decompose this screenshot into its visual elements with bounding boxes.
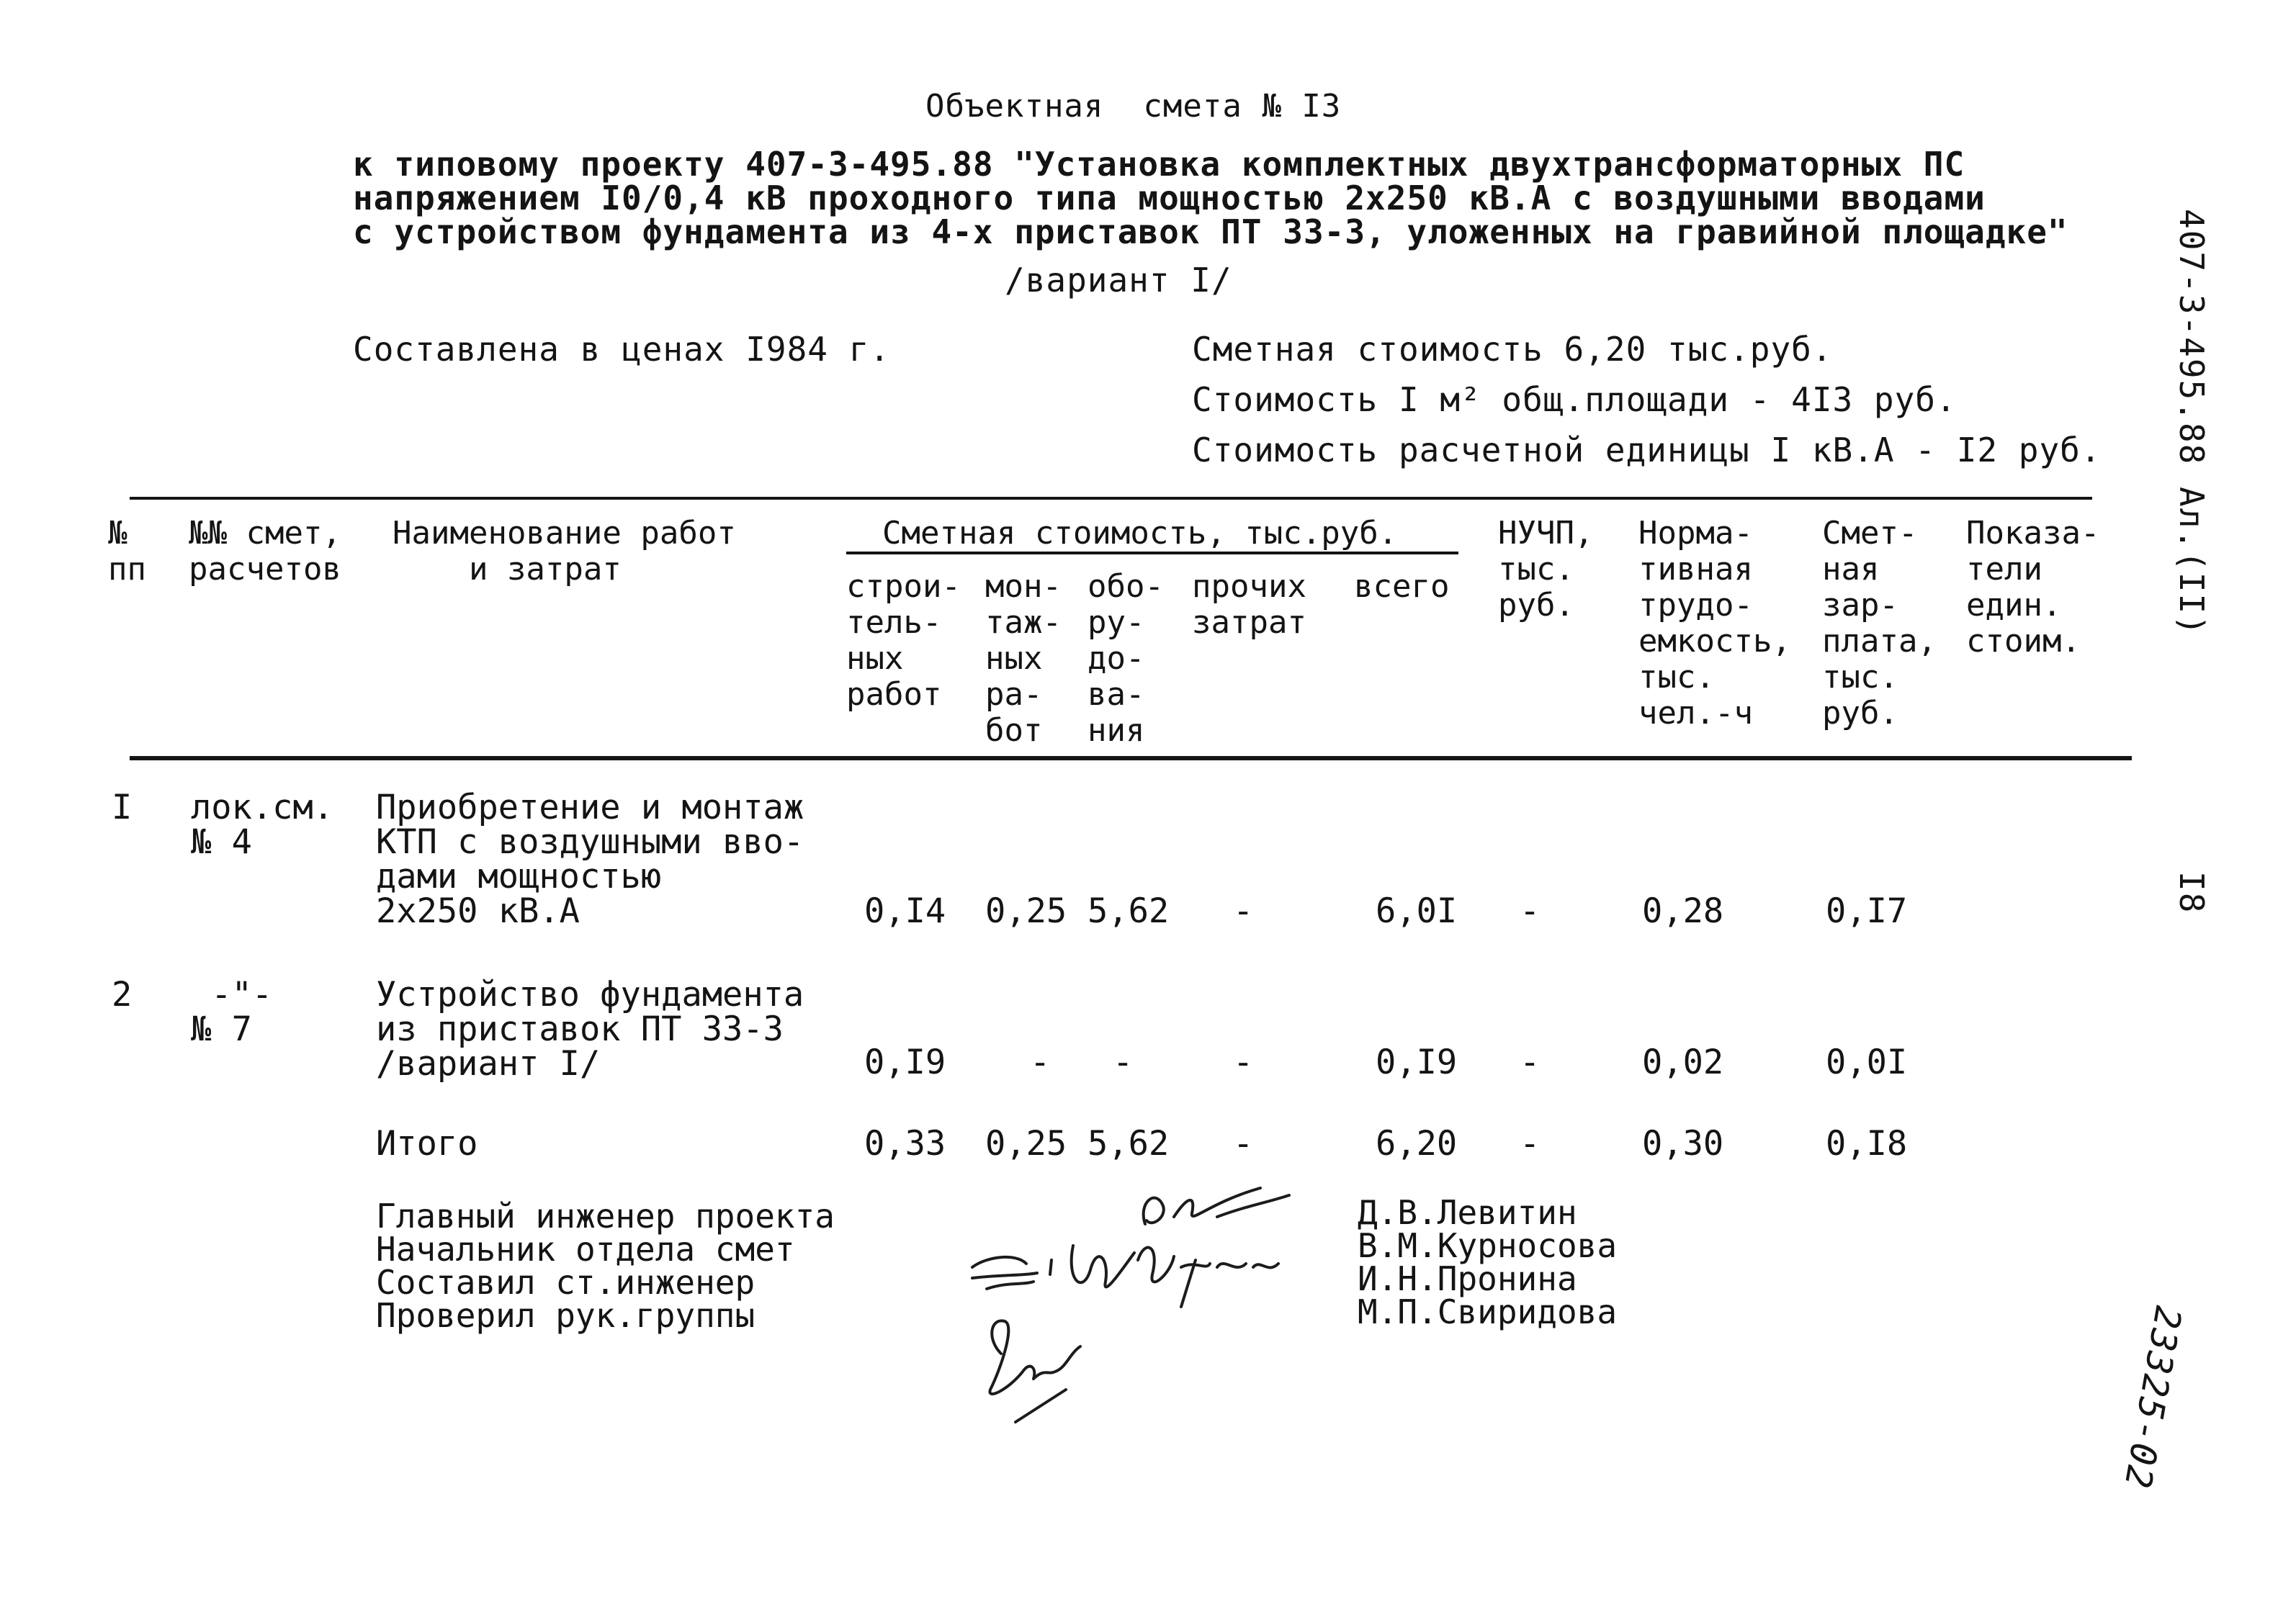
- signature-role: Начальник отдела смет: [376, 1230, 795, 1269]
- page-number: I8: [2172, 871, 2211, 914]
- row-total: 0,I9: [1376, 1043, 1458, 1082]
- header-other: прочих затрат: [1192, 568, 1306, 641]
- table-top-rule: [130, 497, 2092, 500]
- summary-cost-per-m2: Стоимость I м² общ.площади - 4I3 руб.: [1192, 380, 1957, 419]
- row-installation: -: [1030, 1043, 1051, 1082]
- row-calc: лок.см. № 4: [191, 788, 334, 862]
- header-equipment: обо- ру- до- ва- ния: [1088, 568, 1164, 749]
- row-other: -: [1233, 1043, 1254, 1082]
- subtitle-line-3: с устройством фундамента из 4-х приставок ПТ 33-3, уложенных на гравийной площадке": [353, 212, 2068, 251]
- header-installation: мон- таж- ных ра- бот: [985, 568, 1062, 749]
- row-nuchp: -: [1520, 1043, 1541, 1082]
- row-other: -: [1233, 891, 1254, 931]
- row-labor: 0,28: [1642, 891, 1724, 931]
- header-nuchp: НУЧП, тыс. руб.: [1498, 515, 1594, 624]
- signature-role: Проверил рук.группы: [376, 1296, 755, 1335]
- row-construction: 0,I9: [864, 1043, 946, 1082]
- total-total: 6,20: [1376, 1124, 1458, 1164]
- signature-name: В.М.Курносова: [1358, 1226, 1618, 1265]
- handwritten-signatures: [958, 1174, 1376, 1433]
- total-other: -: [1233, 1124, 1254, 1164]
- header-wages: Смет- ная зар- плата, тыс. руб.: [1822, 515, 1937, 732]
- header-indicators: Показа- тели един. стоим.: [1966, 515, 2100, 660]
- row-num: I: [112, 788, 133, 827]
- total-label: Итого: [376, 1124, 478, 1164]
- document-title: Объектная смета № I3: [925, 88, 1342, 125]
- total-labor: 0,30: [1642, 1124, 1724, 1164]
- row-total: 6,0I: [1376, 891, 1458, 931]
- margin-code: 407-3-495.88 Ал.(II): [2172, 209, 2211, 636]
- header-cost-group-underline: [846, 552, 1458, 554]
- signature-role: Главный инженер проекта: [376, 1197, 835, 1236]
- signature-name: И.Н.Пронина: [1358, 1259, 1577, 1298]
- total-installation: 0,25: [985, 1124, 1067, 1164]
- signature-name: Д.В.Левитин: [1358, 1193, 1577, 1232]
- subtitle-line-2: напряжением I0/0,4 кВ проходного типа мощностью 2x250 кВ.А с воздушными вводами: [353, 179, 1986, 217]
- row-nuchp: -: [1520, 891, 1541, 931]
- subtitle-line-1: к типовому проекту 407-3-495.88 "Установка комплектных двухтрансформаторных ПС: [353, 145, 1965, 184]
- header-total: всего: [1354, 568, 1450, 605]
- header-bottom-rule: [130, 756, 2132, 760]
- header-name: Наименование работ и затрат: [393, 515, 736, 588]
- signature-role: Составил ст.инженер: [376, 1263, 755, 1302]
- signature-name: М.П.Свиридова: [1358, 1292, 1618, 1331]
- row-wages: 0,I7: [1826, 891, 1908, 931]
- row-num: 2: [112, 975, 133, 1015]
- header-labor: Норма- тивная трудо- емкость, тыс. чел.-ч: [1638, 515, 1791, 732]
- row-calc: -"- № 7: [191, 975, 273, 1049]
- row-construction: 0,I4: [864, 891, 946, 931]
- summary-cost-per-kva: Стоимость расчетной единицы I кВ.А - I2 руб.: [1192, 431, 2102, 469]
- header-calc: №№ смет, расчетов: [189, 515, 341, 588]
- total-nuchp: -: [1520, 1124, 1541, 1164]
- prices-note: Составлена в ценах I984 г.: [353, 330, 891, 369]
- header-num: № пп: [108, 515, 146, 588]
- header-construction: строи- тель- ных работ: [846, 568, 961, 713]
- total-construction: 0,33: [864, 1124, 946, 1164]
- row-equipment: -: [1113, 1043, 1134, 1082]
- total-equipment: 5,62: [1088, 1124, 1170, 1164]
- total-wages: 0,I8: [1826, 1124, 1908, 1164]
- inventory-number: 23325-02: [2116, 1303, 2189, 1493]
- row-name: Устройство фундамента из приставок ПТ 33-3 /вариант I/: [376, 975, 804, 1084]
- row-name: Приобретение и монтаж КТП с воздушными вво- дами мощностью 2x250 кВ.А: [376, 788, 804, 931]
- row-wages: 0,0I: [1826, 1043, 1908, 1082]
- row-installation: 0,25: [985, 891, 1067, 931]
- variant-label: /вариант I/: [1005, 261, 1232, 300]
- row-equipment: 5,62: [1088, 891, 1170, 931]
- header-cost-group: Сметная стоимость, тыс.руб.: [882, 515, 1398, 552]
- row-labor: 0,02: [1642, 1043, 1724, 1082]
- summary-estimated-cost: Сметная стоимость 6,20 тыс.руб.: [1192, 330, 1833, 369]
